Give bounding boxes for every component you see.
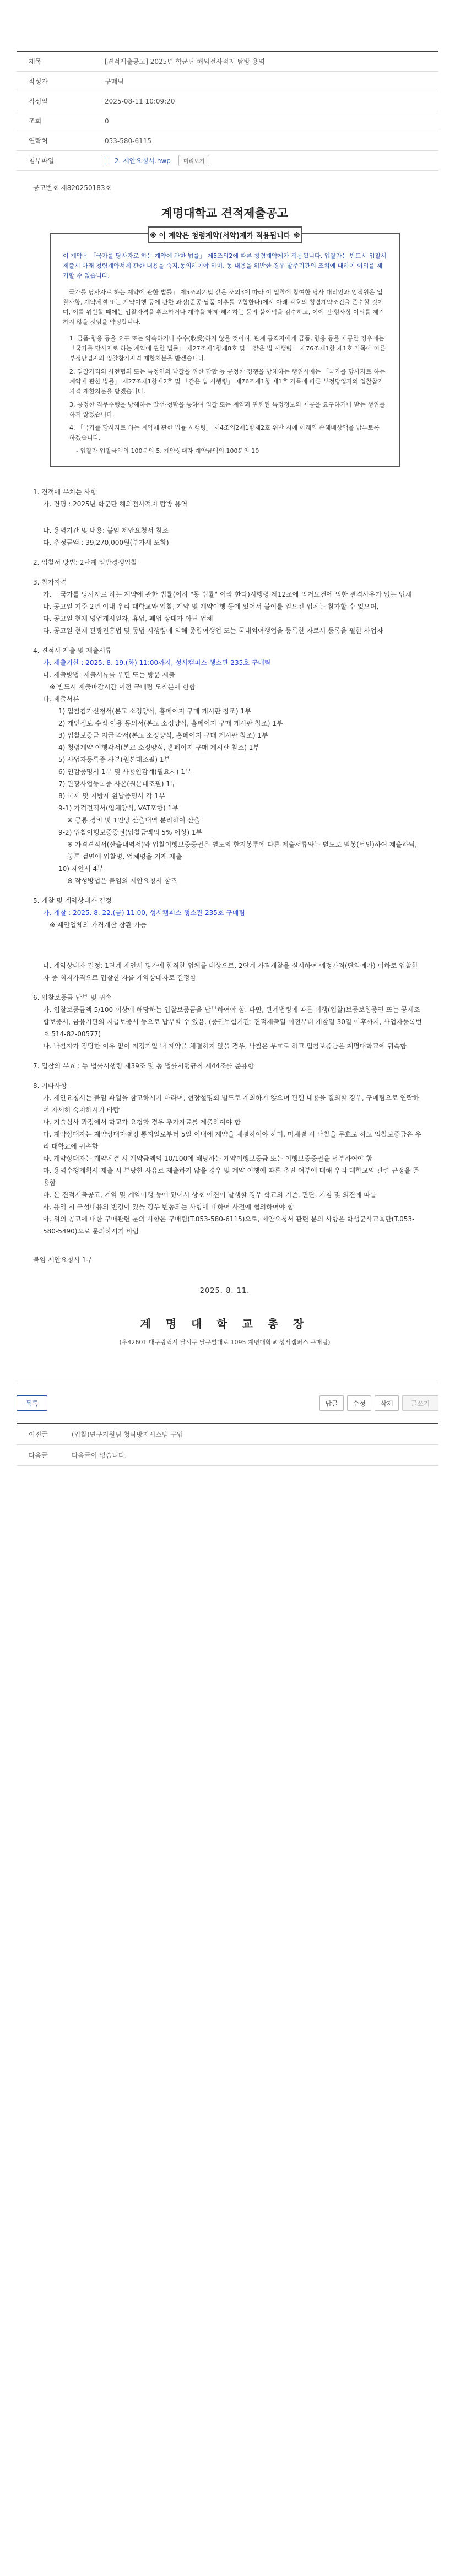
next-post-row [17,1445,438,1466]
body-line: 4. 견적서 제출 및 제출서류 [33,647,112,654]
body-line: 9-2) 입찰이행보증증권(입찰금액의 5% 이상) 1부 [58,829,203,836]
notice-footnote: - 입찰자 입찰금액의 100분의 5, 계약상대자 계약금액의 100분의 10 [76,447,259,454]
post-content [17,171,438,1346]
body-line: 5) 사업자등록증 사본(원본대조필) 1부 [58,756,171,764]
document-icon [105,158,110,164]
body-line: 8. 기타사항 [33,1082,67,1090]
notice-quote: 「국가를 당사자로 하는 계약에 관한 법률」 제5조의2 및 같은 조의3에 따라 이 입찰에 참여한 당사 대리인과 임직원은 입찰사항, 계약체결 또는 계약이행 등에 관한 과정(준공·납품 이후를 포함한다)에서 아래 각호의 청렴계약조건을 준수할 것이며, 이를 위반할 때에는 입찰자격을 취소하거나 계약을 해제·해지하는 등의 불이익을 감수하고, 이에 민·형사상 이의를 제기하지 않을 것임을 약정합니다. [63,289,384,326]
prev-post-link[interactable]: (입찰)연구지원팀 청탁방지시스템 구입 [72,1431,183,1438]
meta-label: 조회 [29,117,42,125]
notice-intro: 이 계약은 「국가를 당사자로 하는 계약에 관한 법률」 제5조의2에 따른 청렴계약제가 적용됩니다. 입찰자는 반드시 입찰서 제출시 아래 청렴계약서에 관한 내용을 숙지,동의하여야 하며, 동 내용을 위반한 경우 발주기관의 조치에 대하여 이의를 제기할 수 없습니다. [63,252,387,279]
issuer-address: (우42601 대구광역시 달서구 달구벌대로 1095 계명대학교 성서캠퍼스 구매팀) [119,1339,331,1346]
body-line: 1. 견적에 부치는 사항 [33,488,97,496]
post-meta-table [17,51,438,171]
notice-title: ※ 이 계약은 청렴계약(서약)제가 적용됩니다 ※ [148,226,302,243]
next-post-empty: 다음글이 없습니다. [72,1452,127,1459]
spacer [33,931,422,945]
body-line: ※ 반드시 제출마감시간 이전 구매팀 도착분에 한함 [50,683,196,691]
post-contact: 053-580-6115 [105,137,152,145]
notice-item: 2. 입찰가격의 사전협의 또는 특정인의 낙찰을 위한 담합 등 공정한 경쟁을 방해하는 행위시에는 「국가를 당사자로 하는 계약에 관한 법률」 제27조제1항제2호 및 「같은 법 시행령」 제76조제1항 제1호 가목에 따른 부정당업자의 입찰참가자격 제한처분을 받겠습니다. [69,368,386,395]
body-line: ※ 공통 경비 및 1인당 산출내역 분리하여 산출 [67,816,201,824]
list-button[interactable]: 목록 [17,1395,47,1411]
body-line: 나. 계약상대자 결정: 1단계 제안서 평가에 합격한 업체를 대상으로, 2단계 가격개찰을 실시하여 예정가격(단일예가) 이하로 입찰한 자 중 최저가격으로 입찰한 자를 계약상대자로 결정함 [43,962,418,982]
next-post-label: 다음글 [29,1452,48,1459]
body-line: 8) 국세 및 지방세 완납증명서 각 1부 [58,792,165,800]
post-title: [견적제출공고] 2025년 학군단 해외전사적지 탐방 용역 [105,58,265,66]
body-line: 나. 제출방법: 제출서류를 우편 또는 방문 제출 [43,671,175,679]
meta-label: 작성일 [29,98,48,105]
body-line: 3) 입찰보증금 지급 각서(본교 소정양식, 홈페이지 구매 게시판 참조) 1부 [58,732,268,739]
issue-date: 2025. 8. 11. [199,1287,250,1295]
body-line: 나. 낙찰자가 정당한 이유 없이 지정기일 내 계약을 체결하지 않을 경우, 낙찰은 무효로 하고 입찰보증금은 계명대학교에 귀속함 [43,1042,407,1050]
body-line: 아. 위의 공고에 대한 구매관련 문의 사항은 구매팀(T.053-580-6115)으로, 제안요청서 관련 문의 사항은 학생군사교육단(T.053-580-5490)으로 문의하시기 바람 [43,1215,415,1235]
body-line: 5. 개찰 및 계약상대자 결정 [33,897,112,905]
body-line: 다. 추정금액 : 39,270,000원(부가세 포함) [43,539,169,546]
body-line: 다. 계약상대자는 계약상대자결정 통지일로부터 5일 이내에 계약을 체결하여야 하며, 미체결 시 낙찰을 무효로 하고 입찰보증금은 우리 대학교에 귀속함 [43,1130,421,1150]
notice-item: 1. 금품·향응 등을 요구 또는 약속하거나 수수(收受)하지 않을 것이며, 관계 공직자에게 금품, 향응 등을 제공한 경우에는 「국가를 당사자로 하는 계약에 관한 법률」 제27조제1항제8호 및 「같은 법 시행령」 제76조제1항 제1호 가목에 따른 부정당업자의 입찰참가자격 제한처분을 받겠습니다. [69,335,386,362]
meta-label: 첨부파일 [29,157,55,165]
body-line: 바. 본 견적제출공고, 계약 및 계약이행 등에 있어서 상호 이견이 발생할 경우 학교의 기준, 판단, 지침 및 의견에 따름 [43,1191,377,1199]
spacer [33,945,422,960]
reply-button[interactable]: 답글 [319,1395,344,1411]
delete-button[interactable]: 삭제 [375,1395,399,1411]
body-line: 3. 참가자격 [33,578,67,586]
body-line: ※ 가격견적서(산출내역서)와 입찰이행보증증권은 별도의 한지봉투에 다른 제출서류와는 별도로 밀봉(날인)하여 제출하되, 봉투 겉면에 입찰명, 업체명을 기재 제출 [67,841,417,861]
attachment-cell [94,155,438,166]
body-line: 가. 입찰보증금액 5/100 이상에 해당하는 입찰보증금을 납부하여야 함. 다만, 관계법령에 따른 이행(입찰)보증보험증권 또는 공제조합보증서, 금융기관의 지급보증서 등으로 납부할 수 있음. (증권보험기간: 견적제출일 이전부터 개찰일 30일 이후까지, 사업자등록번호 514-82-00577) [43,1006,422,1038]
body-line: 다. 공고일 현재 영업개시일자, 휴업, 폐업 상태가 아닌 업체 [43,615,213,623]
body-line: 1) 입찰참가신청서(본교 소정양식, 홈페이지 구매 게시판 참조) 1부 [58,707,251,715]
attachment-note: 붙임 제안요청서 1부 [33,1256,93,1264]
meta-label: 연락처 [29,137,48,145]
post-views: 0 [105,117,109,125]
preview-button[interactable]: 미리보기 [178,155,210,166]
meta-label: 제목 [29,58,42,66]
attachment-link[interactable]: 2. 제안요청서.hwp [114,157,171,165]
prev-post-label: 이전글 [29,1431,48,1438]
body-line: 가. 제안요청서는 붙임 파일을 참고하시기 바라며, 현장설명회 별도로 개최하지 않으며 관련 내용을 질의할 경우, 구매팀으로 연락하여 자세히 숙지하시기 바람 [43,1094,420,1114]
body-line: 나. 용역기간 및 내용: 붙임 제안요청서 참조 [43,527,169,534]
body-line: ※ 작성방법은 붙임의 제안요청서 참조 [67,877,177,885]
post-actions [17,1383,438,1411]
edit-button[interactable]: 수정 [347,1395,371,1411]
meta-row-attachment [17,151,438,171]
body-line: 가. 개찰 : 2025. 8. 22.(금) 11:00, 성서캠퍼스 행소관 235호 구매팀 [43,909,246,917]
post-author: 구매팀 [105,78,124,85]
notice-item: 4. 「국가를 당사자로 하는 계약에 관한 법률 시행령」 제4조의2제1항제2호 위반 시에 아래의 손해배상액을 납부토록 하겠습니다. [69,424,380,441]
body-line: 다. 제출서류 [43,695,79,703]
body-line: 가. 제출기한 : 2025. 8. 19.(화) 11:00까지, 성서캠퍼스 행소관 235호 구매팀 [43,659,271,667]
body-line: 6) 인감증명서 1부 및 사용인감계(필요시) 1부 [58,768,192,776]
meta-row-author [17,72,438,91]
body-line: 라. 계약상대자는 계약체결 시 계약금액의 10/100에 해당하는 계약이행보증금 또는 이행보증증권을 납부하여야 함 [43,1155,373,1162]
body-line: 2) 개인정보 수집·이용 동의서(본교 소정양식, 홈페이지 구매 게시판 참조) 1부 [58,719,283,727]
integrity-contract-notice [50,233,400,467]
body-line: 10) 제안서 4부 [58,865,104,873]
document-title: 계명대학교 견적제출공고 [161,207,289,220]
meta-row-title [17,52,438,72]
body-line: 나. 공고일 기준 2년 이내 우리 대학교와 입찰, 계약 및 계약이행 등에 있어서 불이를 일으킨 업체는 참가할 수 없으며, [43,603,379,610]
post-action-group [319,1395,438,1411]
issuer-signature: 계 명 대 학 교 총 장 [140,1317,310,1330]
body-line: 7. 입찰의 무효 : 동 법률시행령 제39조 및 동 법률시행규칙 제44조를 준용함 [33,1062,254,1070]
meta-row-views [17,111,438,131]
prev-post-row[interactable] [17,1424,438,1445]
body-line: 7) 관광사업등록증 사본(원본대조필) 1부 [58,780,177,788]
body-line: 2. 입찰서 방법: 2단계 일반경쟁입찰 [33,559,138,566]
body-line: 가. 「국가를 당사자로 하는 계약에 관한 법률(이하 "동 법률" 이라 한다)시행령 제12조에 의거요건에 의한 결격사유가 없는 업체 [43,591,411,598]
meta-row-date [17,91,438,111]
body-line: 6. 입찰보증금 납부 및 귀속 [33,994,112,1002]
meta-label: 작성자 [29,78,48,85]
post-date: 2025-08-11 10:09:20 [105,97,175,105]
notice-items [51,334,399,443]
body-line: 나. 기술심사 과정에서 학교가 요청할 경우 추가자료를 제출하여야 함 [43,1118,241,1126]
announcement-body [28,486,422,1237]
body-line: 4) 청렴계약 이행각서(본교 소정양식, 홈페이지 구매 게시판 참조) 1부 [58,744,260,751]
spacer [33,510,422,524]
meta-row-contact [17,131,438,151]
notice-item: 3. 공정한 직무수행을 방해하는 알선·청탁을 통하여 입찰 또는 계약과 관련된 특정정보의 제공을 요구하거나 받는 행위를 하지 않겠습니다. [69,401,385,418]
body-line: 사. 용역 시 구성내용의 변경이 있을 경우 변동되는 사항에 대하여 사전에 협의하여야 함 [43,1203,294,1211]
body-line: ※ 제안업체의 가격개찰 참관 가능 [50,921,147,929]
write-button[interactable]: 글쓰기 [402,1395,438,1411]
post-navigation [17,1423,438,1466]
body-line: 가. 건명 : 2025년 학군단 해외전사적지 탐방 용역 [43,500,188,508]
body-line: 라. 공고일 현재 관광진흥법 및 동법 시행령에 의해 종합여행업 또는 국내외여행업을 등록한 자로서 등록을 필한 사업자 [43,627,383,635]
announcement-number: 공고번호 제820250183호 [33,184,112,192]
body-line: 마. 용역수행계획서 제출 시 부당한 사유로 제출하지 않을 경우 및 계약 이행에 따른 추진 여부에 대해 우리 대학교의 관련 규정을 준용함 [43,1167,419,1187]
body-line: 9-1) 가격견적서(업체양식, VAT포함) 1부 [58,804,178,812]
